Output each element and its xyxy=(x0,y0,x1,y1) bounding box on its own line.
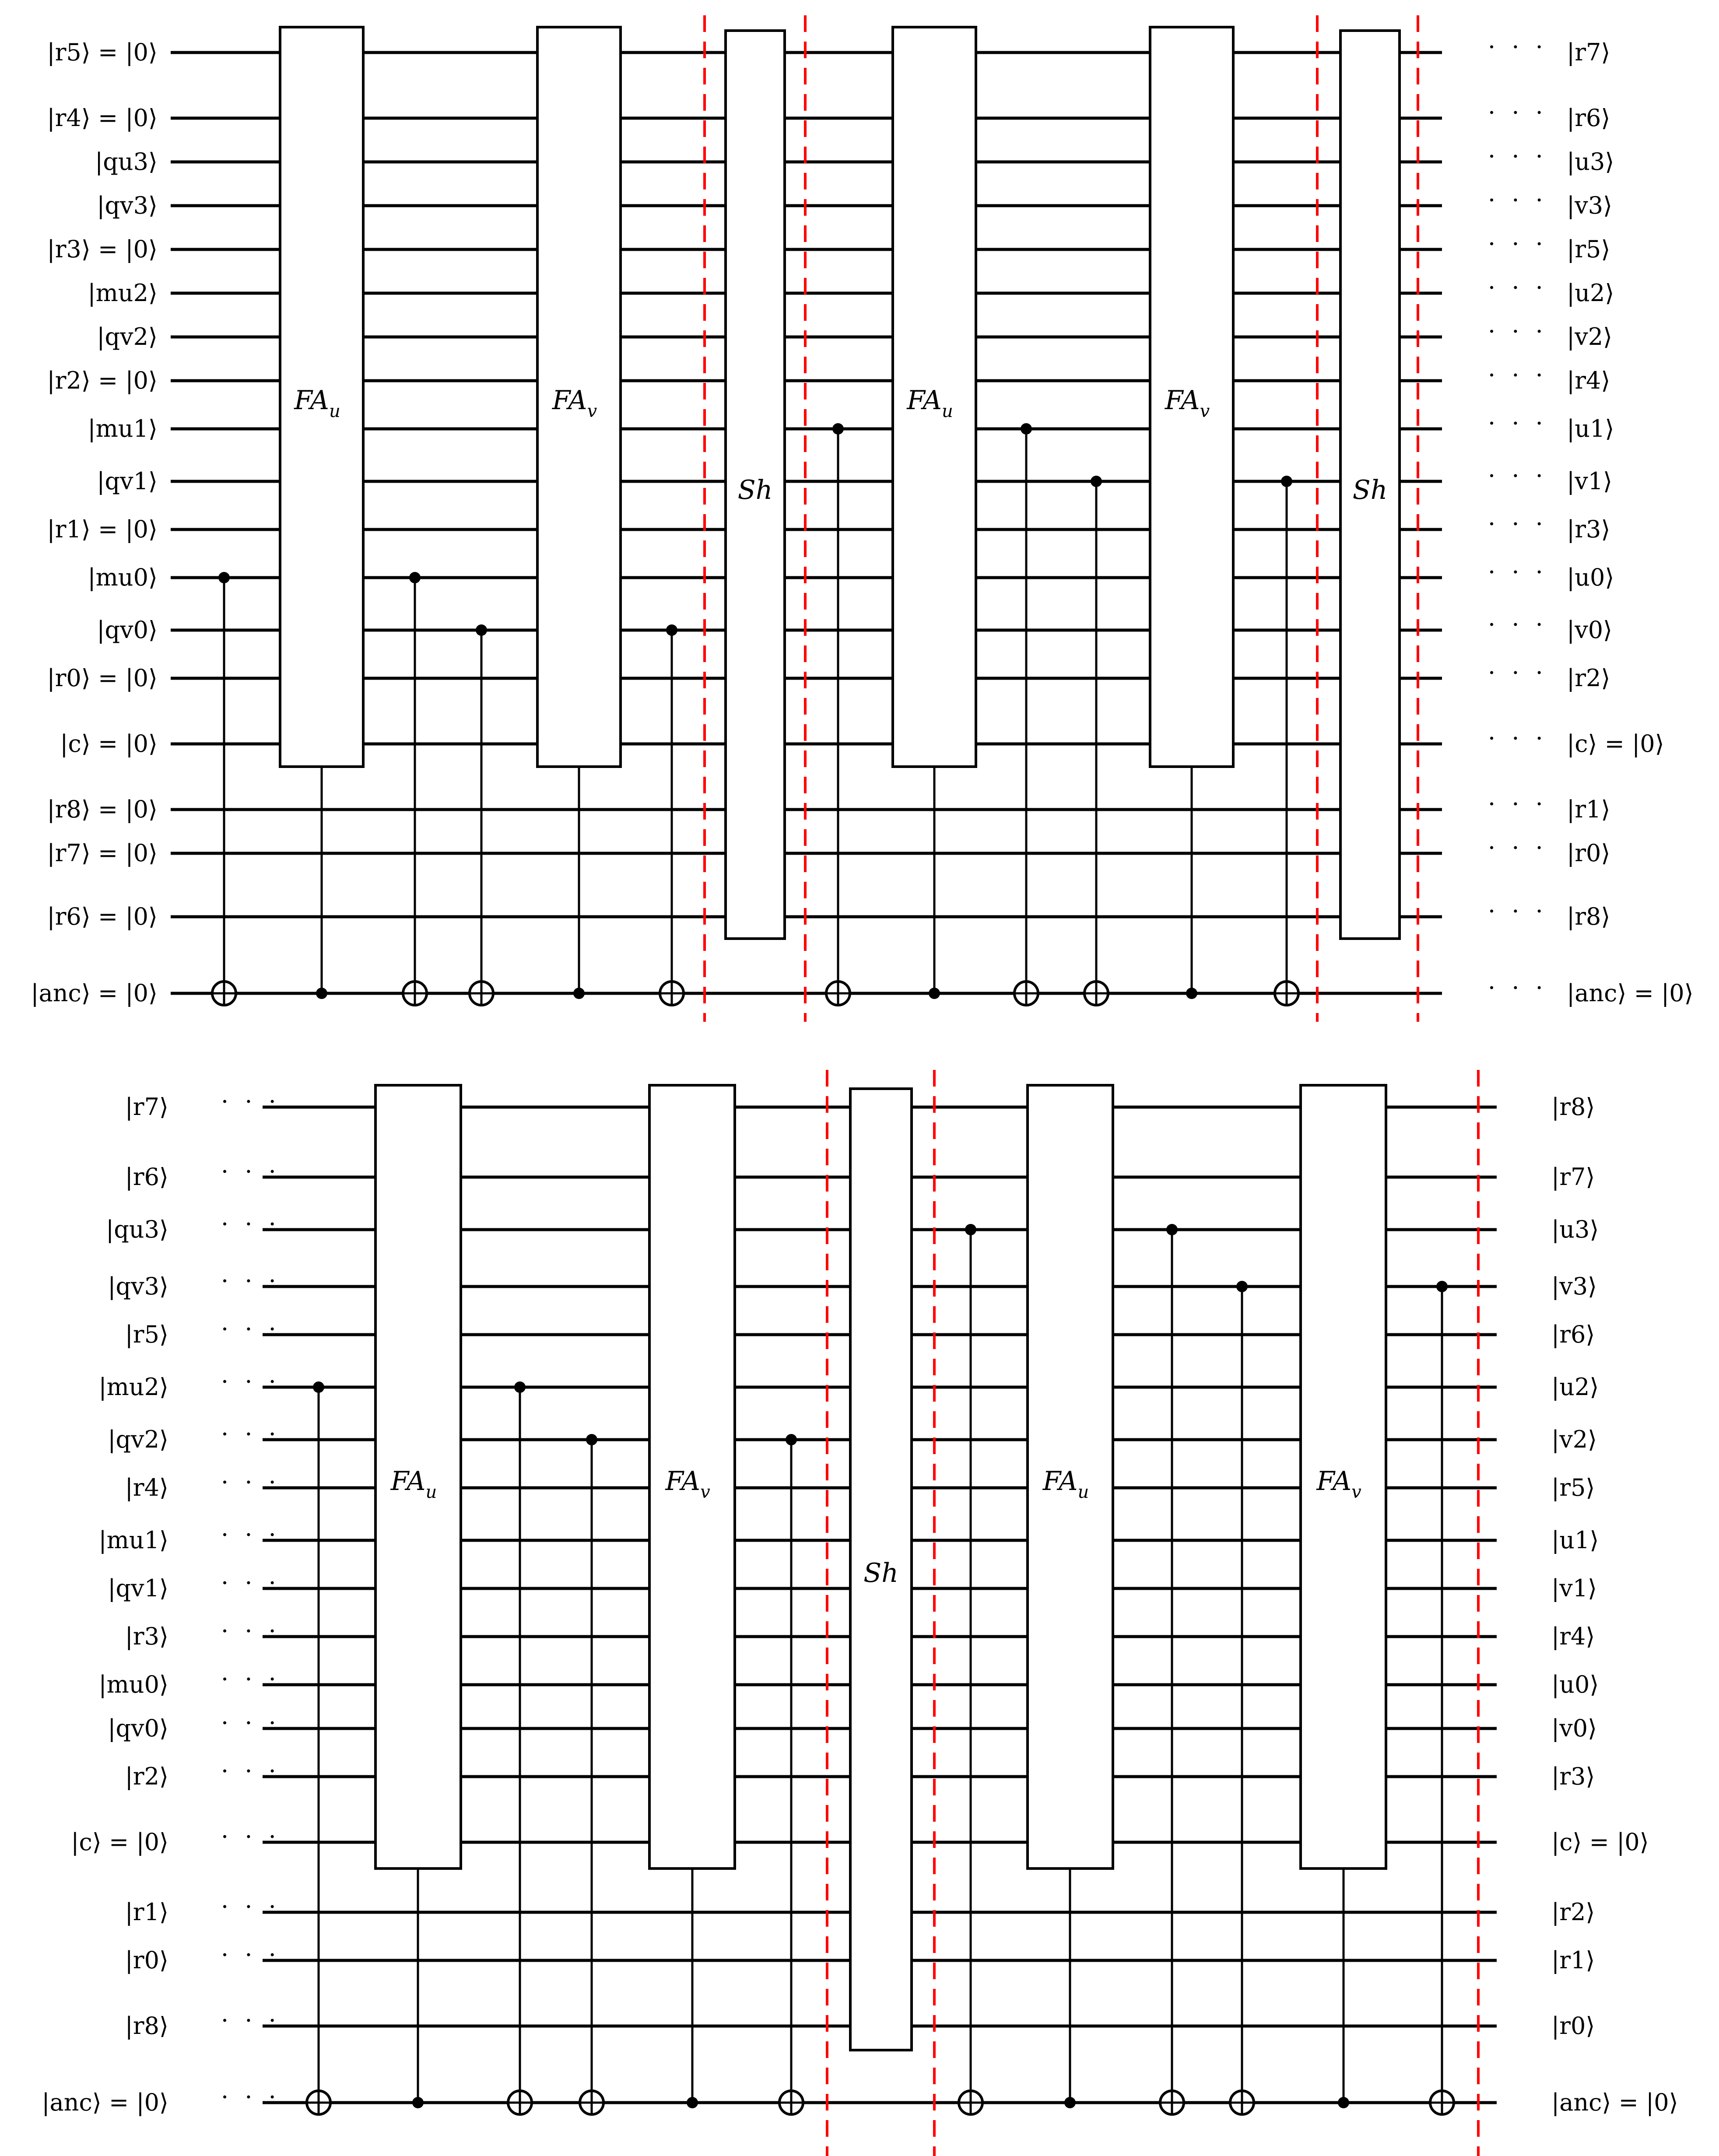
control-dot-icon xyxy=(1064,2097,1076,2108)
output-qubit-label: |v0⟩ xyxy=(1567,616,1613,644)
input-qubit-label: |r1⟩ = |0⟩ xyxy=(47,515,158,543)
continuation-dots: · · · xyxy=(1488,143,1547,170)
output-qubit-label: |r4⟩ xyxy=(1551,1623,1595,1650)
control-dot-icon xyxy=(1166,1224,1178,1235)
full-adder-gate xyxy=(537,27,621,767)
input-qubit-label: |r1⟩ xyxy=(125,1898,168,1926)
full-adder-gate xyxy=(375,1085,461,1869)
full-adder-gate xyxy=(649,1085,735,1869)
output-qubit-label: |r6⟩ xyxy=(1567,104,1610,132)
output-qubit-label: |v1⟩ xyxy=(1567,467,1613,495)
input-qubit-label: |r8⟩ = |0⟩ xyxy=(47,796,158,823)
gate-label-subscript: v xyxy=(1351,1482,1361,1502)
control-dot-icon xyxy=(1021,423,1032,435)
gate-label: $FA_u$ xyxy=(294,385,340,421)
continuation-dots: · · · xyxy=(1488,725,1547,752)
input-qubit-label: |qv2⟩ xyxy=(97,323,158,351)
gate-label: $FA_v$ xyxy=(1165,385,1210,421)
output-qubit-label: |r7⟩ xyxy=(1551,1163,1595,1191)
continuation-dots: · · · xyxy=(1488,611,1547,638)
output-qubit-label: |u2⟩ xyxy=(1567,279,1614,307)
input-qubit-label: |r5⟩ xyxy=(125,1321,168,1348)
output-qubit-label: |r3⟩ xyxy=(1567,515,1610,543)
continuation-dots: · · · xyxy=(1488,790,1547,818)
output-qubit-label: |u1⟩ xyxy=(1551,1526,1599,1554)
input-qubit-label: |anc⟩ = |0⟩ xyxy=(42,2089,168,2116)
continuation-dots: · · · xyxy=(221,1088,281,1115)
full-adder-gate xyxy=(280,27,363,767)
continuation-dots: · · · xyxy=(221,1709,281,1737)
output-qubit-label: |r0⟩ xyxy=(1551,2012,1595,2040)
shift-gate xyxy=(850,1089,912,2050)
continuation-dots: · · · xyxy=(1488,510,1547,538)
input-qubit-label: |r0⟩ = |0⟩ xyxy=(47,664,158,692)
control-dot-icon xyxy=(666,624,677,636)
input-qubit-label: |r2⟩ = |0⟩ xyxy=(47,367,158,394)
output-qubit-label: |v3⟩ xyxy=(1551,1273,1597,1300)
continuation-dots: · · · xyxy=(1488,361,1547,389)
output-qubit-label: |v2⟩ xyxy=(1567,323,1613,351)
input-qubit-label: |mu2⟩ xyxy=(88,279,158,307)
control-dot-icon xyxy=(965,1224,976,1235)
output-qubit-label: |v0⟩ xyxy=(1551,1714,1597,1742)
input-qubit-label: |mu1⟩ xyxy=(98,1526,168,1554)
output-qubit-label: |u0⟩ xyxy=(1551,1671,1599,1698)
continuation-dots: · · · xyxy=(1488,558,1547,586)
input-qubit-label: |anc⟩ = |0⟩ xyxy=(31,979,158,1007)
gate-label-subscript: v xyxy=(700,1482,710,1502)
output-qubit-label: |r0⟩ xyxy=(1567,839,1610,867)
continuation-dots: · · · xyxy=(221,1210,281,1238)
control-dot-icon xyxy=(1281,476,1292,487)
control-dot-icon xyxy=(218,572,230,583)
output-qubit-label: |r3⟩ xyxy=(1551,1763,1595,1790)
continuation-dots: · · · xyxy=(1488,33,1547,61)
input-qubit-label: |r7⟩ = |0⟩ xyxy=(47,839,158,867)
continuation-dots: · · · xyxy=(221,1823,281,1851)
gate-label-subscript: u xyxy=(1077,1482,1089,1502)
input-qubit-label: |mu0⟩ xyxy=(88,564,158,591)
continuation-dots: · · · xyxy=(1488,659,1547,687)
input-qubit-label: |qv1⟩ xyxy=(108,1574,168,1602)
input-qubit-label: |r5⟩ = |0⟩ xyxy=(47,39,158,66)
control-dot-icon xyxy=(1091,476,1102,487)
control-dot-icon xyxy=(1236,1281,1248,1292)
continuation-dots: · · · xyxy=(221,1569,281,1597)
continuation-dots: · · · xyxy=(221,1469,281,1496)
continuation-dots: · · · xyxy=(221,1315,281,1343)
input-qubit-label: |c⟩ = |0⟩ xyxy=(71,1828,168,1856)
control-dot-icon xyxy=(1436,1281,1448,1292)
gate-label-subscript: u xyxy=(941,401,953,421)
output-qubit-label: |u3⟩ xyxy=(1567,148,1614,175)
gate-label-subscript: u xyxy=(425,1482,437,1502)
continuation-dots: · · · xyxy=(1488,974,1547,1002)
input-qubit-label: |mu0⟩ xyxy=(98,1671,168,1698)
input-qubit-label: |r7⟩ xyxy=(125,1093,168,1121)
control-dot-icon xyxy=(316,988,327,999)
output-qubit-label: |u3⟩ xyxy=(1551,1216,1599,1243)
control-dot-icon xyxy=(786,1434,797,1445)
output-qubit-label: |v1⟩ xyxy=(1551,1574,1597,1602)
continuation-dots: · · · xyxy=(221,1617,281,1645)
control-dot-icon xyxy=(412,2097,424,2108)
continuation-dots: · · · xyxy=(1488,230,1547,258)
gate-label: $FA_u$ xyxy=(1042,1466,1089,1502)
continuation-dots: · · · xyxy=(221,2083,281,2111)
shift-gate xyxy=(1340,31,1400,939)
output-qubit-label: |r5⟩ xyxy=(1551,1474,1595,1501)
gate-label: $FA_v$ xyxy=(552,385,597,421)
gate-label-subscript: v xyxy=(587,401,597,421)
continuation-dots: · · · xyxy=(221,1521,281,1549)
control-dot-icon xyxy=(573,988,585,999)
input-qubit-label: |qv3⟩ xyxy=(97,192,158,219)
continuation-dots: · · · xyxy=(221,1420,281,1448)
output-qubit-label: |r8⟩ xyxy=(1567,903,1610,930)
input-qubit-label: |mu2⟩ xyxy=(98,1373,168,1401)
gate-label: Sh xyxy=(737,475,773,505)
output-qubit-label: |c⟩ = |0⟩ xyxy=(1567,730,1664,757)
control-dot-icon xyxy=(687,2097,698,2108)
output-qubit-label: |r2⟩ xyxy=(1551,1898,1595,1926)
continuation-dots: · · · xyxy=(1488,318,1547,345)
continuation-dots: · · · xyxy=(221,1368,281,1395)
continuation-dots: · · · xyxy=(1488,410,1547,437)
gate-label: $FA_v$ xyxy=(665,1466,710,1502)
control-dot-icon xyxy=(313,1381,324,1393)
control-dot-icon xyxy=(1338,2097,1349,2108)
continuation-dots: · · · xyxy=(221,1158,281,1185)
gate-label-subscript: v xyxy=(1200,401,1210,421)
input-qubit-label: |r8⟩ xyxy=(125,2012,168,2040)
output-qubit-label: |v3⟩ xyxy=(1567,192,1613,219)
full-adder-gate xyxy=(1301,1085,1386,1869)
continuation-dots: · · · xyxy=(1488,99,1547,126)
continuation-dots: · · · xyxy=(221,1757,281,1785)
continuation-dots: · · · xyxy=(1488,186,1547,214)
continuation-dots: · · · xyxy=(1488,834,1547,862)
output-qubit-label: |r2⟩ xyxy=(1567,664,1610,692)
input-qubit-label: |r4⟩ xyxy=(125,1474,168,1501)
control-dot-icon xyxy=(1186,988,1197,999)
output-qubit-label: |anc⟩ = |0⟩ xyxy=(1567,979,1694,1007)
control-dot-icon xyxy=(409,572,421,583)
input-qubit-label: |qv0⟩ xyxy=(108,1714,168,1742)
output-qubit-label: |r5⟩ xyxy=(1567,235,1610,263)
control-dot-icon xyxy=(929,988,940,999)
output-qubit-label: |c⟩ = |0⟩ xyxy=(1551,1828,1649,1856)
continuation-dots: · · · xyxy=(221,1267,281,1295)
full-adder-gate xyxy=(1028,1085,1113,1869)
output-qubit-label: |u2⟩ xyxy=(1551,1373,1599,1401)
continuation-dots: · · · xyxy=(221,2007,281,2034)
input-qubit-label: |r2⟩ xyxy=(125,1763,168,1790)
input-qubit-label: |qu3⟩ xyxy=(106,1216,168,1243)
output-qubit-label: |u0⟩ xyxy=(1567,564,1614,591)
gate-label: Sh xyxy=(863,1558,898,1588)
input-qubit-label: |qv2⟩ xyxy=(108,1426,168,1453)
gate-label: $FA_v$ xyxy=(1316,1466,1361,1502)
output-qubit-label: |r7⟩ xyxy=(1567,39,1610,66)
control-dot-icon xyxy=(832,423,844,435)
input-qubit-label: |qv3⟩ xyxy=(108,1273,168,1300)
shift-gate xyxy=(726,31,785,939)
output-qubit-label: |anc⟩ = |0⟩ xyxy=(1551,2089,1678,2116)
control-dot-icon xyxy=(476,624,487,636)
input-qubit-label: |r3⟩ = |0⟩ xyxy=(47,235,158,263)
input-qubit-label: |c⟩ = |0⟩ xyxy=(60,730,158,757)
continuation-dots: · · · xyxy=(221,1665,281,1693)
continuation-dots: · · · xyxy=(1488,274,1547,301)
input-qubit-label: |mu1⟩ xyxy=(88,415,158,442)
input-qubit-label: |r4⟩ = |0⟩ xyxy=(47,104,158,132)
control-dot-icon xyxy=(586,1434,597,1445)
output-qubit-label: |r1⟩ xyxy=(1551,1946,1595,1974)
input-qubit-label: |r6⟩ = |0⟩ xyxy=(47,903,158,930)
output-qubit-label: |r6⟩ xyxy=(1551,1321,1595,1348)
continuation-dots: · · · xyxy=(221,1893,281,1921)
gate-label: Sh xyxy=(1352,475,1388,505)
output-qubit-label: |u1⟩ xyxy=(1567,415,1614,442)
continuation-dots: · · · xyxy=(1488,462,1547,490)
input-qubit-label: |qv0⟩ xyxy=(97,616,158,644)
output-qubit-label: |r1⟩ xyxy=(1567,796,1610,823)
gate-label-subscript: u xyxy=(329,401,340,421)
input-qubit-label: |qv1⟩ xyxy=(97,467,158,495)
gate-label: $FA_u$ xyxy=(907,385,953,421)
continuation-dots: · · · xyxy=(221,1941,281,1969)
output-qubit-label: |r4⟩ xyxy=(1567,367,1610,394)
full-adder-gate xyxy=(893,27,976,767)
full-adder-gate xyxy=(1150,27,1233,767)
input-qubit-label: |r3⟩ xyxy=(125,1623,168,1650)
output-qubit-label: |r8⟩ xyxy=(1551,1093,1595,1121)
gate-label: $FA_u$ xyxy=(390,1466,437,1502)
control-dot-icon xyxy=(514,1381,526,1393)
continuation-dots: · · · xyxy=(1488,897,1547,925)
output-qubit-label: |v2⟩ xyxy=(1551,1426,1597,1453)
input-qubit-label: |r6⟩ xyxy=(125,1163,168,1191)
input-qubit-label: |r0⟩ xyxy=(125,1946,168,1974)
input-qubit-label: |qu3⟩ xyxy=(95,148,158,175)
